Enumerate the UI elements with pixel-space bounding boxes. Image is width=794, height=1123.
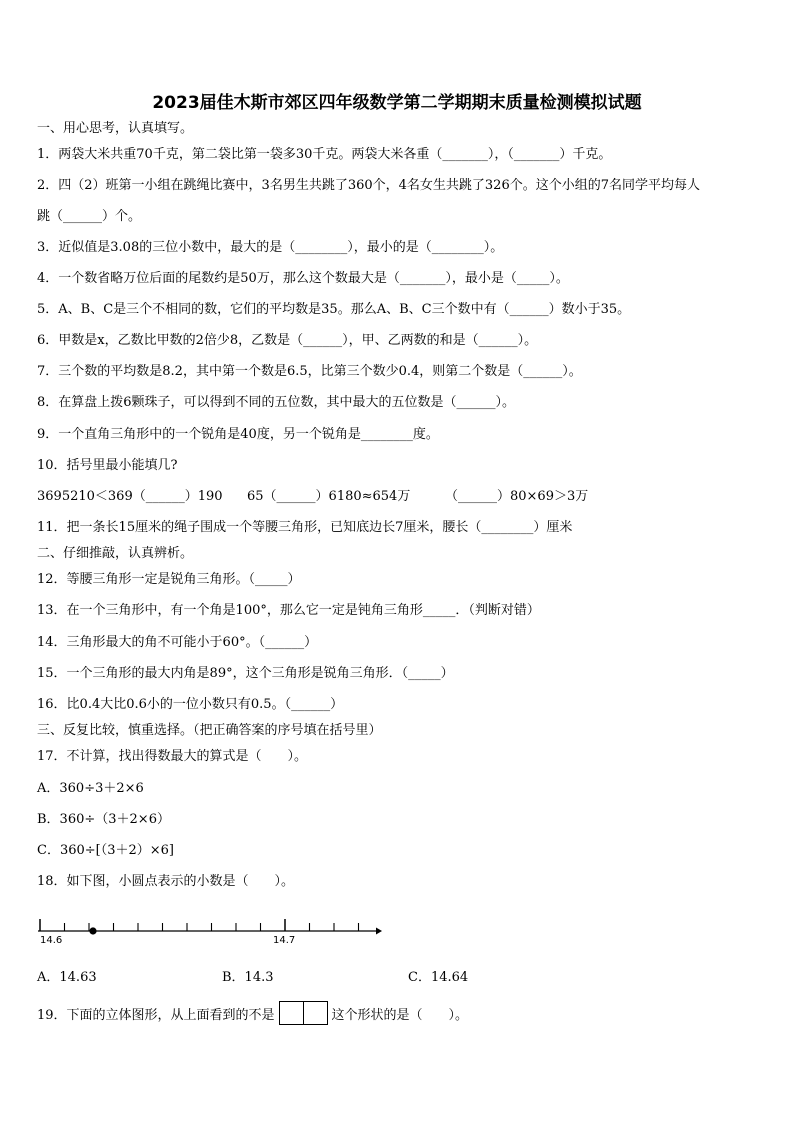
question-17-option-b: B．360÷（3＋2×6） <box>37 812 170 827</box>
question-19-text-before: 19．下面的立体图形，从上面看到的不是 <box>37 1007 275 1023</box>
question-8: 8．在算盘上拨6颗珠子，可以得到不同的五位数，其中最大的五位数是（______）。 <box>37 395 516 410</box>
question-19 <box>37 1001 468 1025</box>
two-square-shape <box>279 1001 328 1025</box>
number-line-dot <box>89 927 96 934</box>
question-16: 16．比0.4大比0.6小的一位小数只有0.5。（______） <box>37 697 344 712</box>
question-7: 7．三个数的平均数是8.2，其中第一个数是6.5，比第三个数少0.4，则第二个数是（______）。 <box>37 364 582 379</box>
question-10-part-c: （______）80×69＞3万 <box>445 489 589 504</box>
number-line-ticks <box>40 919 359 931</box>
question-11: 11．把一条长15厘米的绳子围成一个等腰三角形，已知底边长7厘米，腰长（________）厘米 <box>37 520 573 535</box>
number-line-left-label: 14.6 <box>40 935 63 946</box>
question-9: 9．一个直角三角形中的一个锐角是40度，另一个锐角是________度。 <box>37 427 439 442</box>
section-3-heading: 三、反复比较，慎重选择。（把正确答案的序号填在括号里） <box>37 723 382 738</box>
question-6: 6．甲数是x，乙数比甲数的2倍少8，乙数是（______），甲、乙两数的和是（______）。 <box>37 333 538 348</box>
question-1: 1．两袋大米共重70千克，第二袋比第一袋多30千克。两袋大米各重（_______），（_______）千克。 <box>37 147 612 162</box>
question-18: 18．如下图，小圆点表示的小数是（ ）。 <box>37 874 295 889</box>
question-18-option-c: C．14.64 <box>408 970 469 985</box>
question-17-option-a: A．360÷3＋2×6 <box>37 781 144 796</box>
section-1-heading: 一、用心思考，认真填写。 <box>37 121 194 136</box>
question-17: 17．不计算，找出得数最大的算式是（ ）。 <box>37 749 308 764</box>
question-2-line-1: 2．四（2）班第一小组在跳绳比赛中，3名男生共跳了360个，4名女生共跳了326个。这个小组的7名同学平均每人 <box>37 178 700 193</box>
question-14: 14．三角形最大的角不可能小于60°。（______） <box>37 635 318 650</box>
question-5: 5．A、B、C是三个不相同的数，它们的平均数是35。那么A、B、C三个数中有（______）数小于35。 <box>37 302 631 317</box>
section-2-heading: 二、仔细推敲，认真辨析。 <box>37 546 194 561</box>
number-line-arrow <box>376 928 382 935</box>
question-3: 3．近似值是3.08的三位小数中，最大的是（________），最小的是（________）。 <box>37 240 504 255</box>
question-17-option-c: C．360÷[（3＋2）×6] <box>37 843 175 858</box>
question-12: 12．等腰三角形一定是锐角三角形。（_____） <box>37 572 301 587</box>
question-13: 13．在一个三角形中，有一个角是100°，那么它一定是钝角三角形_____．（判断对错） <box>37 603 540 618</box>
question-19-text-after: 这个形状的是（ ）。 <box>331 1007 469 1023</box>
question-10-part-a: 3695210＜369（______）190 <box>37 489 223 504</box>
question-18-option-a: A．14.63 <box>37 970 97 985</box>
question-18-option-b: B．14.3 <box>222 970 274 985</box>
number-line-right-label: 14.7 <box>273 935 296 946</box>
exam-title: 2023届佳木斯市郊区四年级数学第二学期期末质量检测模拟试题 <box>152 93 642 113</box>
question-2-line-2: 跳（______）个。 <box>37 209 142 224</box>
question-15: 15．一个三角形的最大内角是89°，这个三角形是锐角三角形．（_____） <box>37 666 454 681</box>
question-10: 10．括号里最小能填几? <box>37 458 178 473</box>
question-10-part-b: 65（______）6180≈654万 <box>247 489 411 504</box>
question-4: 4．一个数省略万位后面的尾数约是50万，那么这个数最大是（_______），最小是（_____）。 <box>37 271 569 286</box>
number-line-figure <box>30 908 390 950</box>
